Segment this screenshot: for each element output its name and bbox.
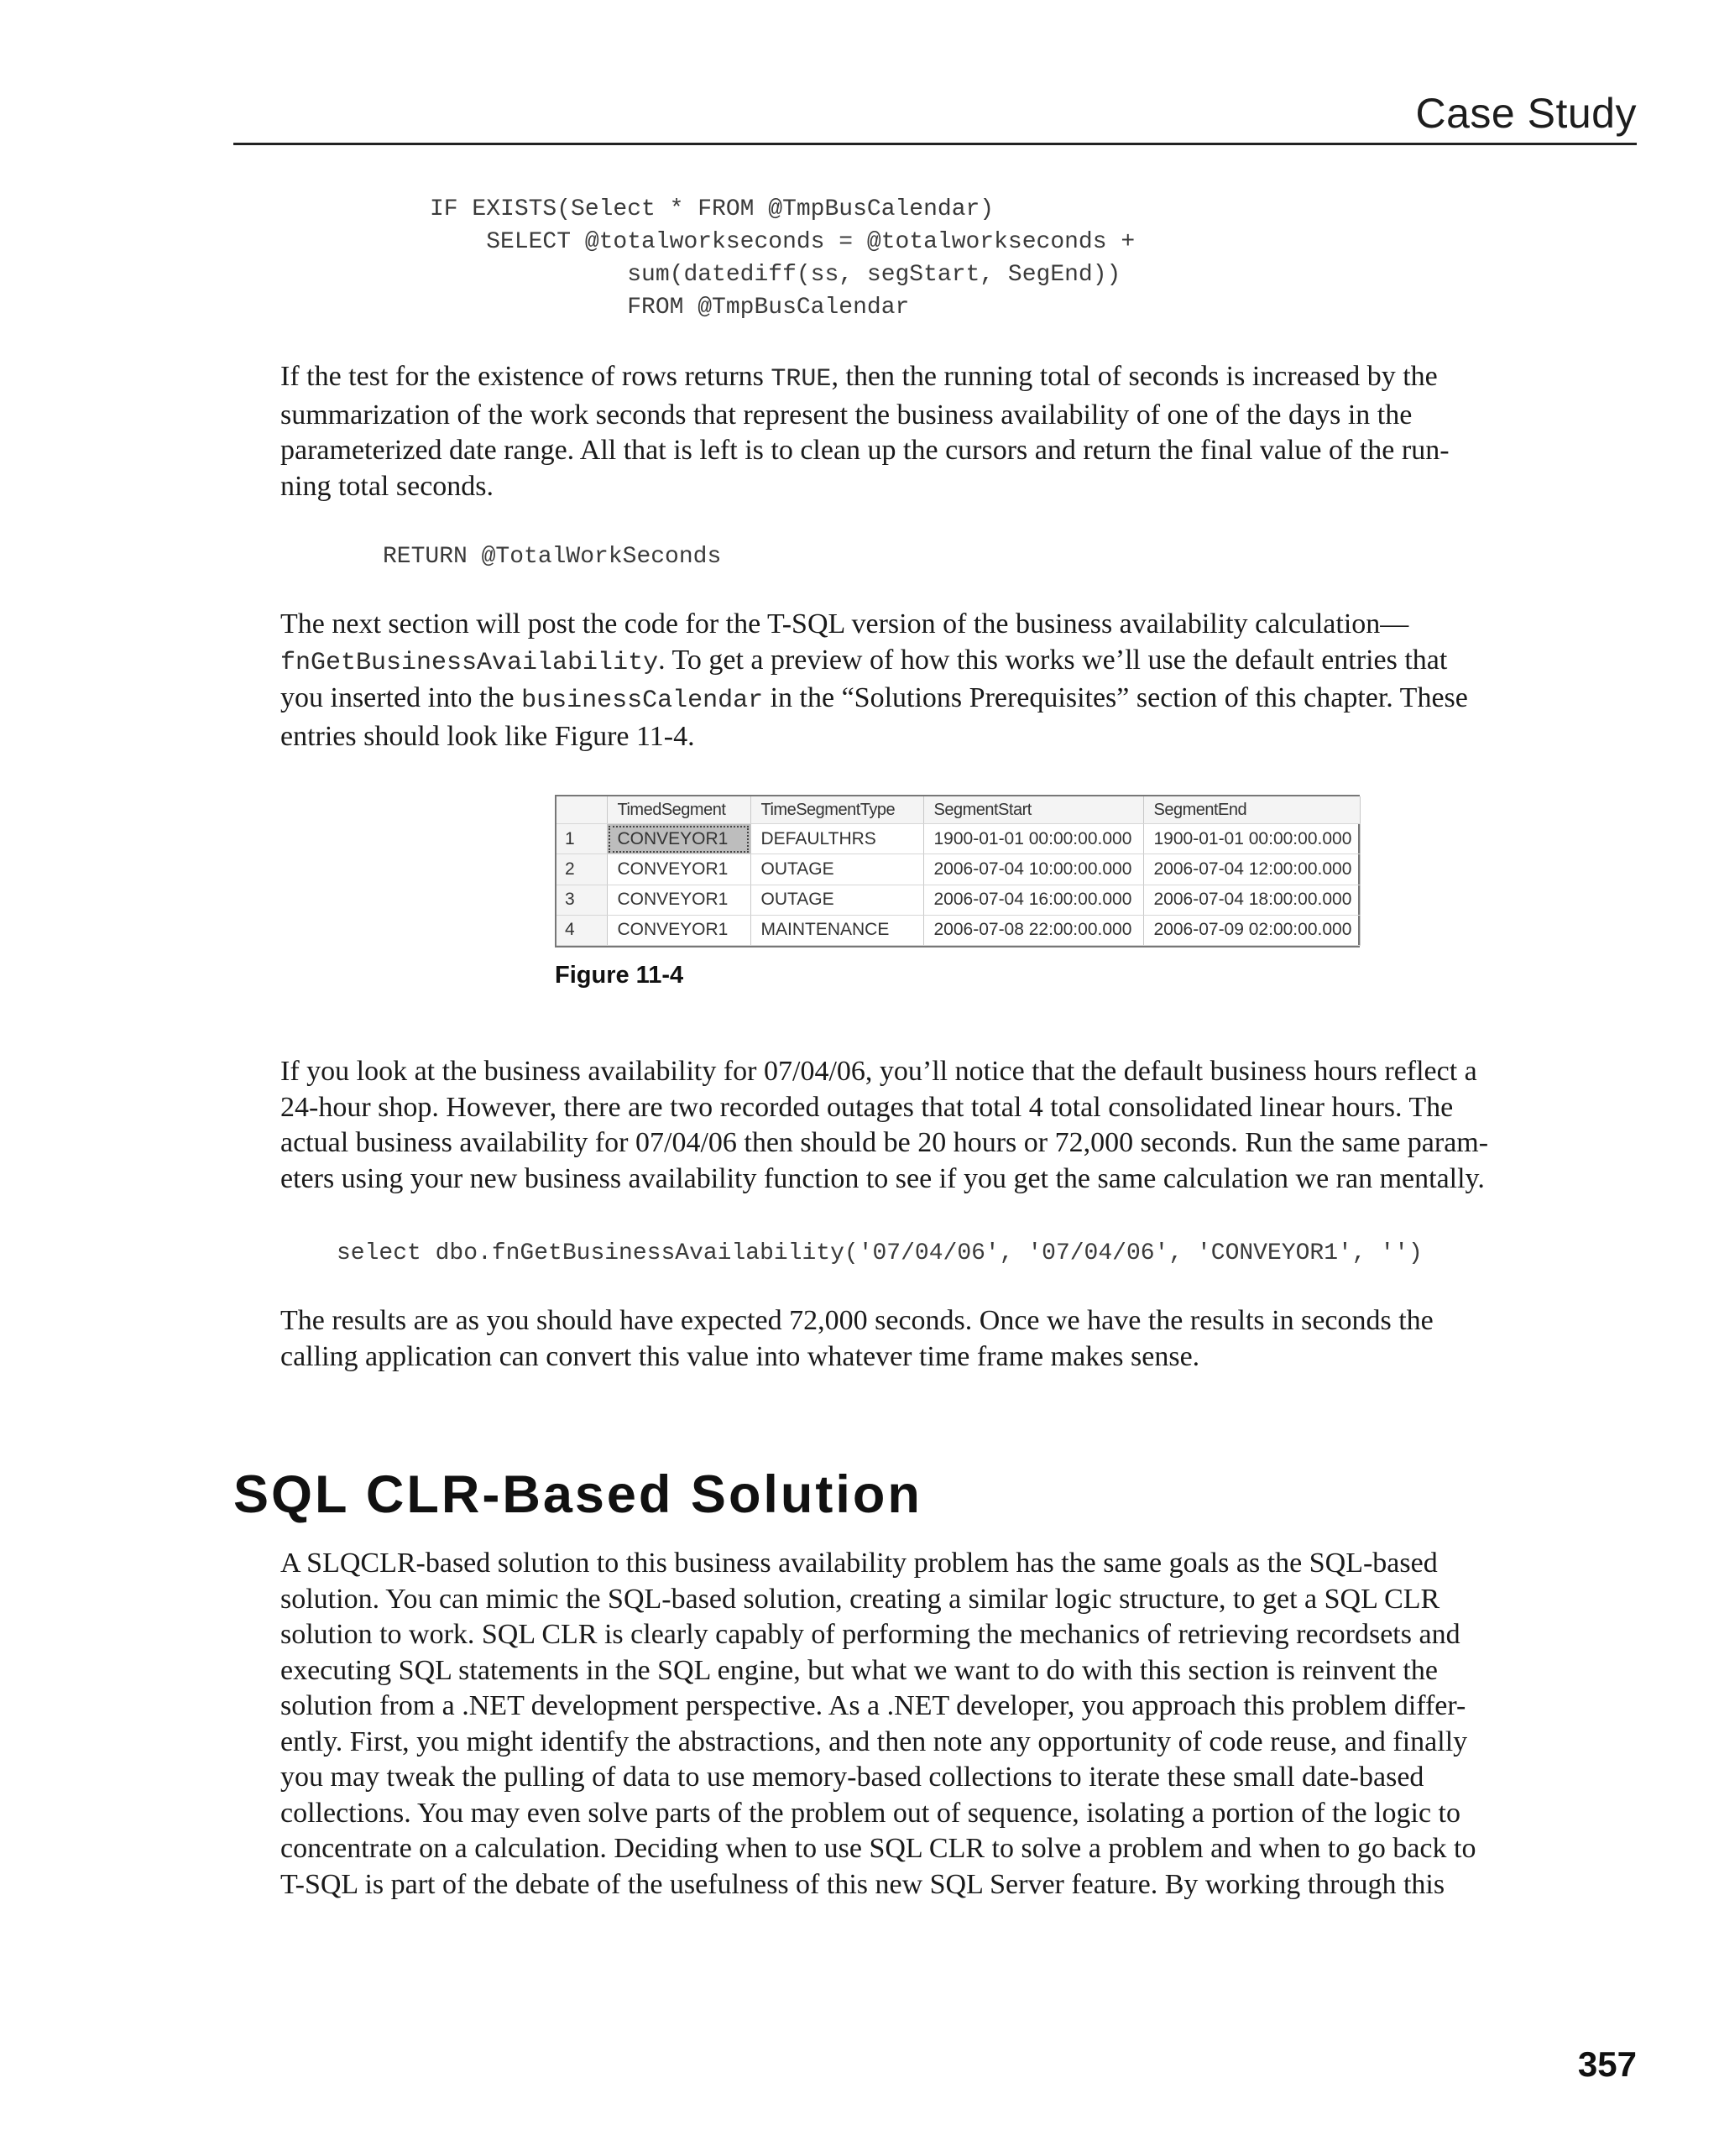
text-run: , then the running total of seconds is increased by the (831, 361, 1438, 392)
table-cell: 2006-07-09 02:00:00.000 (1143, 915, 1360, 945)
table-cell: OUTAGE (750, 885, 923, 915)
row-number: 2 (556, 854, 607, 885)
table-cell: CONVEYOR1 (607, 854, 750, 885)
row-number: 4 (556, 915, 607, 945)
table-row (556, 885, 1360, 915)
paragraph-availability (280, 1054, 1640, 1197)
results-grid-table (556, 796, 1361, 946)
running-head: Case Study (1415, 90, 1637, 137)
page-number: 357 (1577, 2044, 1637, 2084)
paragraph-line: The results are as you should have expected 72,000 seconds. Once we have the results in seconds the (280, 1305, 1434, 1336)
text-run: you inserted into the (280, 682, 522, 713)
text-run: in the “Solutions Prerequisites” section of this chapter. These (763, 682, 1468, 713)
code-line: IF EXISTS(Select * FROM @TmpBusCalendar) (430, 196, 995, 222)
paragraph-line: The next section will post the code for the T-SQL version of the business availability calculation— (280, 608, 1409, 639)
column-header: TimeSegmentType (750, 796, 923, 824)
paragraph-line (280, 681, 1640, 719)
code-block-return (383, 540, 721, 573)
paragraph-line (280, 643, 1640, 681)
paragraph-results (280, 1303, 1640, 1375)
paragraph-line: entries should look like Figure 11-4. (280, 720, 695, 752)
row-number: 1 (556, 824, 607, 854)
table-cell: 2006-07-04 18:00:00.000 (1143, 885, 1360, 915)
paragraph-line: actual business availability for 07/04/06 then should be 20 hours or 72,000 seconds. Run the same param- (280, 1127, 1489, 1158)
code-line: FROM @TmpBusCalendar (430, 295, 910, 321)
paragraph-sqlclr (280, 1546, 1640, 1903)
paragraph-line: ently. First, you might identify the abstractions, and then note any opportunity of code reuse, and finally (280, 1725, 1468, 1757)
paragraph-line: executing SQL statements in the SQL engine, but what we want to do with this section is reinvent the (280, 1654, 1438, 1686)
paragraph-line (280, 359, 1640, 398)
table-row (556, 854, 1360, 885)
table-row (556, 824, 1360, 854)
table-cell: 2006-07-04 12:00:00.000 (1143, 854, 1360, 885)
paragraph-line: T-SQL is part of the debate of the usefulness of this new SQL Server feature. By working through this (280, 1868, 1445, 1900)
table-cell: 2006-07-04 10:00:00.000 (923, 854, 1143, 885)
code-line: SELECT @totalworkseconds = @totalworkseconds + (430, 229, 1136, 255)
paragraph-line: calling application can convert this value into whatever time frame makes sense. (280, 1340, 1200, 1372)
paragraph-line: A SLQCLR-based solution to this business availability problem has the same goals as the SQL-based (280, 1548, 1438, 1579)
text-run: If the test for the existence of rows returns (280, 361, 771, 392)
paragraph-line: If you look at the business availability for 07/04/06, you’ll notice that the default business hours reflect a (280, 1056, 1477, 1087)
table-cell: 1900-01-01 00:00:00.000 (923, 824, 1143, 854)
paragraph-line: you may tweak the pulling of data to use memory-based collections to iterate these small date-based (280, 1762, 1424, 1793)
table-cell: DEFAULTHRS (750, 824, 923, 854)
table-cell: MAINTENANCE (750, 915, 923, 945)
column-header: SegmentEnd (1143, 796, 1360, 824)
table-cell: 1900-01-01 00:00:00.000 (1143, 824, 1360, 854)
code-line: sum(datediff(ss, segStart, SegEnd)) (430, 262, 1121, 288)
paragraph-line: solution to work. SQL CLR is clearly capably of performing the mechanics of retrieving recordsets and (280, 1619, 1460, 1650)
text-run: . To get a preview of how this works we’ll use the default entries that (658, 644, 1448, 676)
table-cell: 2006-07-04 16:00:00.000 (923, 885, 1143, 915)
row-number: 3 (556, 885, 607, 915)
paragraph-line: concentrate on a calculation. Deciding when to use SQL CLR to solve a problem and when to go back to (280, 1833, 1476, 1864)
column-header: TimedSegment (607, 796, 750, 824)
figure-caption: Figure 11-4 (555, 962, 684, 989)
page-header (233, 87, 1637, 145)
results-grid-figure (555, 795, 1360, 947)
table-cell: 2006-07-08 22:00:00.000 (923, 915, 1143, 945)
inline-code-true: TRUE (771, 365, 832, 394)
code-line: RETURN @TotalWorkSeconds (383, 544, 722, 570)
grid-corner-cell (556, 796, 607, 824)
paragraph-line: parameterized date range. All that is left is to clean up the cursors and return the final value of the run- (280, 435, 1450, 466)
paragraph-line: eters using your new business availability function to see if you get the same calculation we ran mentally. (280, 1162, 1485, 1194)
paragraph-line: collections. You may even solve parts of the problem out of sequence, isolating a portion of the logic to (280, 1797, 1460, 1829)
paragraph-line: 24-hour shop. However, there are two recorded outages that total 4 total consolidated linear hours. The (280, 1091, 1454, 1123)
code-block-if-exists (430, 193, 1135, 324)
table-cell: OUTAGE (750, 854, 923, 885)
column-header: SegmentStart (923, 796, 1143, 824)
code-block-select (337, 1237, 1423, 1270)
paragraph-next-section (280, 607, 1640, 754)
paragraph-line: summarization of the work seconds that represent the business availability of one of the days in the (280, 399, 1413, 431)
paragraph-line: solution from a .NET development perspective. As a .NET developer, you approach this problem differ- (280, 1690, 1466, 1721)
inline-code-function-name: fnGetBusinessAvailability (280, 648, 659, 677)
code-line: select dbo.fnGetBusinessAvailability('07/04/06', '07/04/06', 'CONVEYOR1', '') (337, 1240, 1423, 1266)
section-heading: SQL CLR-Based Solution (233, 1465, 922, 1524)
paragraph-line: solution. You can mimic the SQL-based solution, creating a similar logic structure, to get a SQL CLR (280, 1583, 1440, 1615)
table-row (556, 915, 1360, 945)
inline-code-table-name: businessCalendar (521, 686, 764, 715)
paragraph-row-test (280, 359, 1640, 504)
table-cell: CONVEYOR1 (607, 915, 750, 945)
table-cell: CONVEYOR1 (607, 885, 750, 915)
grid-header-row (556, 796, 1360, 824)
table-cell: CONVEYOR1 (607, 824, 750, 854)
paragraph-line: ning total seconds. (280, 470, 494, 502)
